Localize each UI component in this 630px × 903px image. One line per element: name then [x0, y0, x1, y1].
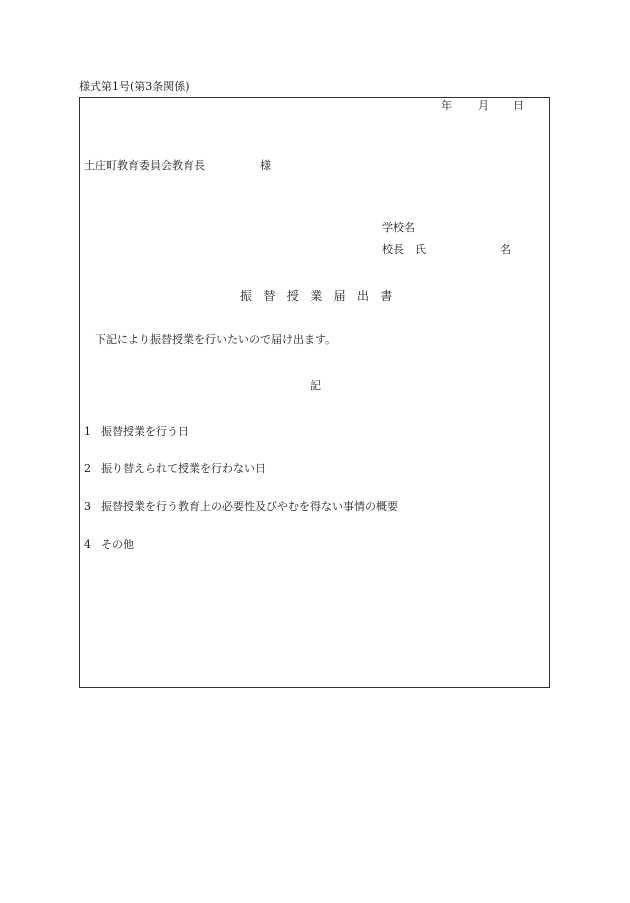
item-label: その他	[101, 538, 134, 551]
date-month-label: 月	[478, 99, 489, 112]
item-number: 4	[84, 538, 91, 551]
intro-sentence: 下記により振替授業を行いたいので届け出ます。	[95, 333, 337, 346]
form-number: 様式第1号(第3条関係)	[79, 80, 190, 93]
date-year-label: 年	[441, 99, 452, 112]
principal-name-suffix: 名	[500, 243, 511, 256]
item-number: 3	[84, 500, 91, 513]
school-name-label: 学校名	[382, 221, 415, 234]
item-label: 振り替えられて授業を行わない日	[101, 462, 266, 475]
item-label: 振替授業を行う教育上の必要性及びやむを得ない事情の概要	[101, 500, 398, 513]
item-label: 振替授業を行う日	[101, 425, 189, 438]
ki-heading: 記	[310, 379, 321, 392]
addressee-name: 土庄町教育委員会教育長	[84, 159, 205, 172]
principal-name-label: 校長 氏	[382, 243, 426, 256]
date-day-label: 日	[513, 99, 524, 112]
item-number: 1	[84, 425, 91, 438]
item-number: 2	[84, 462, 91, 475]
form-border	[79, 97, 550, 688]
document-title: 振替授業届出書	[240, 289, 404, 303]
addressee-honorific: 様	[260, 159, 271, 172]
